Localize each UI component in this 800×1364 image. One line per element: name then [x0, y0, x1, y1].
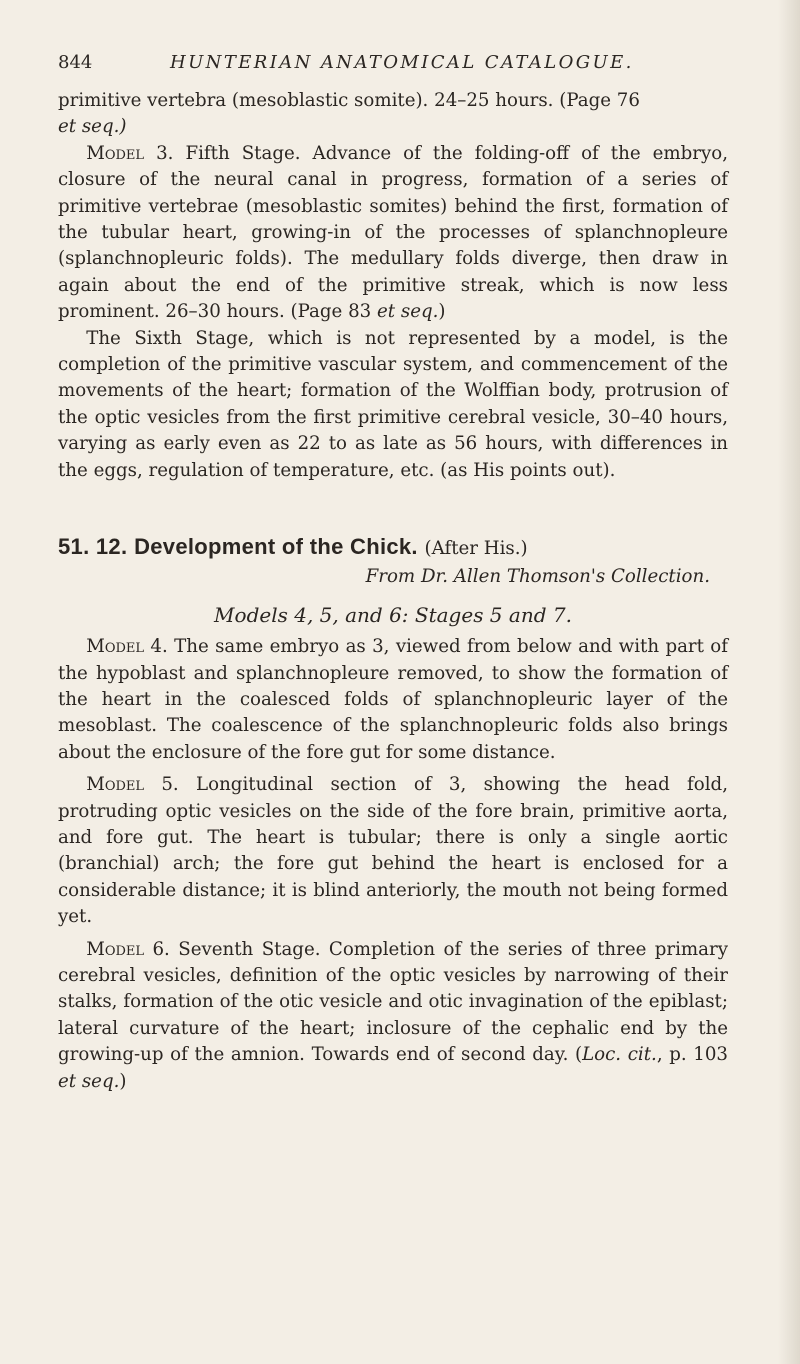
model-4-label: Model 4.	[86, 636, 168, 658]
entry-attribution: (After His.)	[424, 538, 528, 560]
page-body	[58, 88, 728, 1095]
page-edge-shadow	[778, 0, 800, 1364]
model-5-label: Model 5.	[86, 774, 179, 796]
model-5-paragraph	[58, 772, 728, 930]
model-3-paragraph	[58, 141, 728, 326]
running-title: HUNTERIAN ANATOMICAL CATALOGUE.	[170, 52, 634, 73]
entry-number: 51. 12.	[58, 534, 128, 560]
model-3-close: )	[438, 301, 446, 323]
model-6-page: , p. 103	[656, 1044, 728, 1066]
model-6-seq: et seq.	[58, 1070, 120, 1092]
model-5-text: Longitudinal section of 3, showing the head fold, protruding optic vesicles on the side of the fore brain, primitive aorta, and fore gut. The heart is tubular; there is only a single aortic (branchial) arch; the fore gut behind the heart is enclosed for a considerable distance; it is blind anteriorly, the mouth not being formed yet.	[58, 774, 728, 928]
continued-paragraph	[58, 88, 728, 141]
page-number: 844	[58, 52, 93, 73]
entry-title: Development of the Chick.	[134, 534, 418, 560]
model-4-text: The same embryo as 3, viewed from below and with part of the hypoblast and splanchnopleure removed, to show the formation of the heart in the coalesced folds of splanchnopleuric layer of the mesoblast. The coalescence of the splanchnopleuric folds also brings about the enclosure of the fore gut for some distance.	[58, 636, 728, 763]
model-6-label: Model 6.	[86, 938, 170, 960]
continued-text: primitive vertebra (mesoblastic somite). 24–25 hours. (Page 76	[58, 90, 640, 111]
model-3-label: Model 3.	[86, 142, 174, 164]
models-subheading: Models 4, 5, and 6: Stages 5 and 7.	[214, 603, 572, 628]
model-6-loc: Loc. cit.	[582, 1044, 657, 1066]
model-3-text: Fifth Stage. Advance of the folding-off of the embryo, closure of the neural canal in progress, formation of a series of primitive vertebrae (mesoblastic somites) behind the first, formation of the tubular heart, growing-in of the processes of splanchnopleure (splanchnopleuric folds). The medullary folds diverge, then draw in again about the end of the primitive streak, which is now less prominent. 26–30 hours. (Page 83	[58, 142, 728, 323]
entry-source: From Dr. Allen Thomson's Collection.	[365, 566, 710, 588]
model-6-close: )	[119, 1070, 127, 1092]
continued-seq: et seq.)	[58, 116, 127, 138]
running-header	[58, 48, 728, 78]
sixth-stage-paragraph: The Sixth Stage, which is not represented by a model, is the completion of the primitive vascular system, and commencement of the movements of the heart; formation of the Wolffian body, protrusion of the optic vesicles from the first primitive cerebral vesicle, 30–40 hours, varying as early even as 22 to as late as 56 hours, with differences in the eggs, regulation of temperature, etc. (as His points out).	[58, 327, 728, 481]
model-6-text: Seventh Stage. Completion of the series of three primary cerebral vesicles, definition of the optic vesicles by narrowing of their stalks, formation of the otic vesicle and otic invagination of the epiblast; lateral curvature of the heart; inclosure of the cephalic end by the growing-up of the amnion. Towards end of second day. (	[58, 938, 728, 1066]
model-4-paragraph	[58, 634, 728, 766]
model-6-paragraph	[58, 937, 728, 1095]
entry-heading	[58, 532, 728, 564]
model-3-seq: et seq.	[377, 301, 439, 323]
